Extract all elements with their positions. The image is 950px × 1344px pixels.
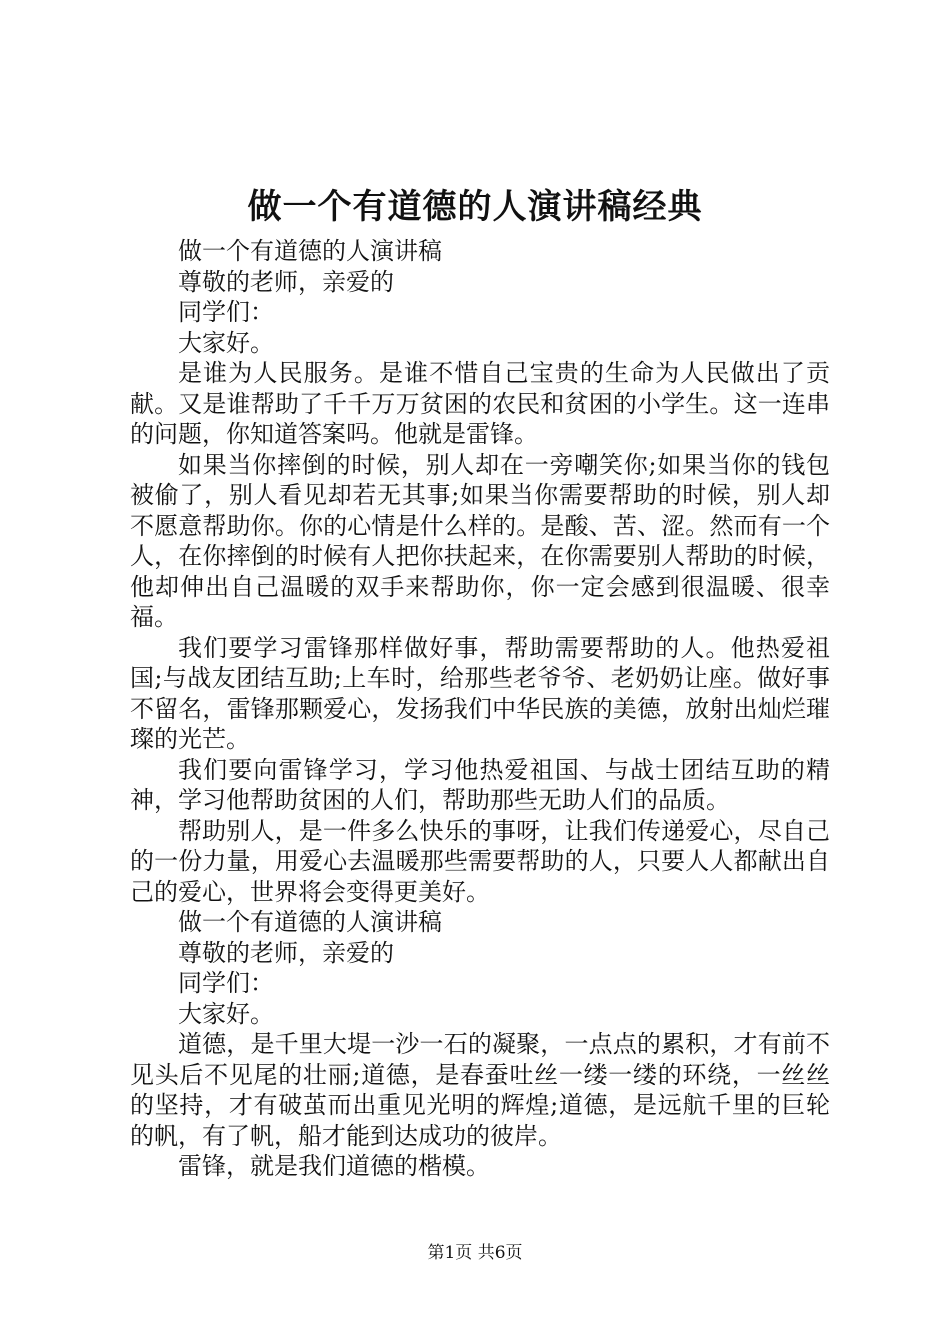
paragraph: 尊敬的老师，亲爱的: [178, 267, 394, 296]
paragraph: 我们要学习雷锋那样做好事，帮助需要帮助的人。他热爱祖国;与战友团结互助;上车时，给那些老爷爷、老奶奶让座。做好事不留名，雷锋那颗爱心，发扬我们中华民族的美德，放射出灿烂璀璨的光芒。: [130, 633, 830, 753]
document-body: [130, 236, 830, 1182]
page-number-footer: 第1页 共6页: [427, 1243, 523, 1263]
paragraph: 同学们：: [178, 298, 274, 326]
paragraph: 我们要向雷锋学习，学习他热爱祖国、与战士团结互助的精神，学习他帮助贫困的人们，帮助那些无助人们的品质。: [130, 755, 830, 814]
paragraph: 道德，是千里大堤一沙一石的凝聚，一点点的累积，才有前不见头后不见尾的壮丽;道德，是春蚕吐丝一缕一缕的环绕，一丝丝的坚持，才有破茧而出重见光明的辉煌;道德，是远航千里的巨轮的帆，有了帆，船才能到达成功的彼岸。: [130, 1030, 830, 1150]
paragraph: 是谁为人民服务。是谁不惜自己宝贵的生命为人民做出了贡献。又是谁帮助了千千万万贫困的农民和贫困的小学生。这一连串的问题，你知道答案吗。他就是雷锋。: [130, 359, 830, 448]
paragraph: 做一个有道德的人演讲稿: [178, 908, 442, 936]
paragraph: 大家好。: [178, 328, 274, 357]
paragraph: 如果当你摔倒的时候，别人却在一旁嘲笑你;如果当你的钱包被偷了，别人看见却若无其事;如果当你需要帮助的时候，别人却不愿意帮助你。你的心情是什么样的。是酸、苦、涩。然而有一个人，在你摔倒的时候有人把你扶起来，在你需要别人帮助的时候，他却伸出自己温暖的双手来帮助你，你一定会感到很温暖、很幸福。: [130, 450, 830, 631]
paragraph: 尊敬的老师，亲爱的: [178, 938, 394, 967]
paragraph: 同学们：: [178, 969, 274, 997]
paragraph: 雷锋，就是我们道德的楷模。: [178, 1152, 490, 1180]
paragraph: 大家好。: [178, 999, 274, 1028]
paragraph: 做一个有道德的人演讲稿: [178, 237, 442, 265]
paragraph: 帮助别人，是一件多么快乐的事呀，让我们传递爱心，尽自己的一份力量，用爱心去温暖那些需要帮助的人，只要人人都献出自己的爱心，世界将会变得更美好。: [130, 816, 830, 906]
document-title: 做一个有道德的人演讲稿经典: [247, 187, 703, 227]
